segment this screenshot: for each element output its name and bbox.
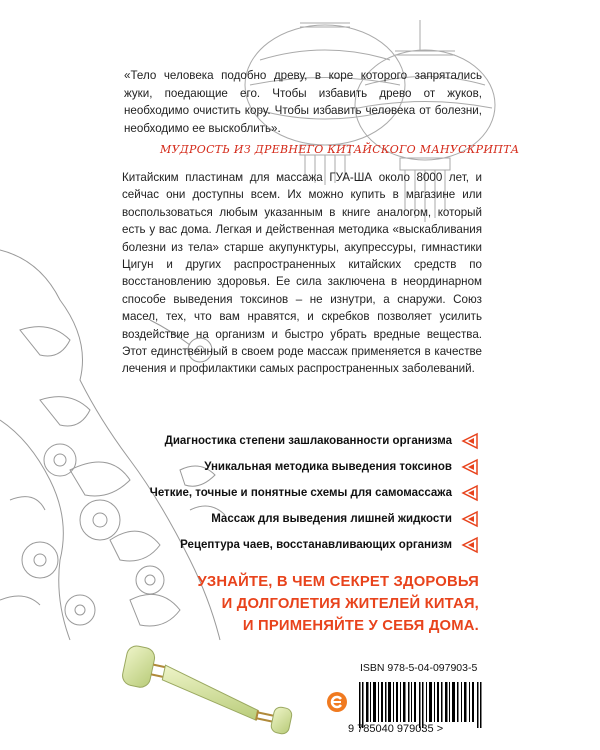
barcode-digits: 9 785040 979035 > — [348, 723, 444, 735]
cta-line-1: УЗНАЙТЕ, В ЧЕМ СЕКРЕТ ЗДОРОВЬЯ — [197, 574, 479, 590]
red-triangle-arrow-icon — [460, 510, 478, 528]
description-text — [122, 169, 482, 378]
cta-line-3: И ПРИМЕНЯЙТЕ У СЕБЯ ДОМА. — [242, 618, 479, 634]
feature-item — [100, 480, 480, 506]
feature-item — [100, 506, 480, 532]
epigraph-source: МУДРОСТЬ ИЗ ДРЕВНЕГО КИТАЙСКОГО МАНУСКРИПТА — [160, 143, 520, 156]
isbn-label: ISBN 978-5-04-097903-5 — [360, 662, 478, 674]
feature-label: Рецептура чаев, восстанавливающих организм — [180, 539, 452, 551]
feature-label: Диагностика степени зашлакованности организма — [164, 435, 452, 447]
red-triangle-arrow-icon — [460, 536, 478, 554]
red-triangle-arrow-icon — [460, 432, 478, 450]
jade-roller-image — [90, 640, 310, 750]
feature-label: Четкие, точные и понятные схемы для самомассажа — [149, 487, 452, 499]
feature-item — [100, 428, 480, 454]
feature-item — [100, 454, 480, 480]
description-paragraph: Китайским пластинам для массажа ГУА-ША около 8000 лет, и сейчас они доступны всем. Их можно купить в магазине или воспользоваться любым указанным в книге аналогом, который есть у вас дома. Легкая и действенная методика «выскабливания болезни из тела» старше акупунктуры, акупрессуры, гимнастики Цигун и других распространенных китайских средств по восстановлению здоровья. Ее сила заключена в неординарном способе выведения токсинов – не изнутри, а снаружи. Союз масел, тех, что вам нравятся, и скребков позволяет усилить воздействие на организм и быстро убрать вредные вещества. Этот единственный в своем роде массаж применяется в качестве лечения и профилактики самых распространенных заболеваний. — [122, 171, 482, 376]
red-triangle-arrow-icon — [460, 458, 478, 476]
feature-label: Уникальная методика выведения токсинов — [204, 461, 452, 473]
call-to-action — [176, 571, 479, 637]
feature-list — [100, 428, 480, 558]
feature-item — [100, 532, 480, 558]
publisher-logo-icon — [326, 691, 348, 713]
epigraph-quote: «Тело человека подобно древу, в коре которого запрятались жуки, поедающие его. Чтобы избавить древо от жуков, необходимо очистить кору. Чтобы избавить человека от болезни, необходимо ее выскоблить». — [124, 69, 482, 135]
red-triangle-arrow-icon — [460, 484, 478, 502]
cta-line-2: И ДОЛГОЛЕТИЯ ЖИТЕЛЕЙ КИТАЯ, — [221, 596, 479, 612]
feature-label: Массаж для выведения лишней жидкости — [211, 513, 452, 525]
